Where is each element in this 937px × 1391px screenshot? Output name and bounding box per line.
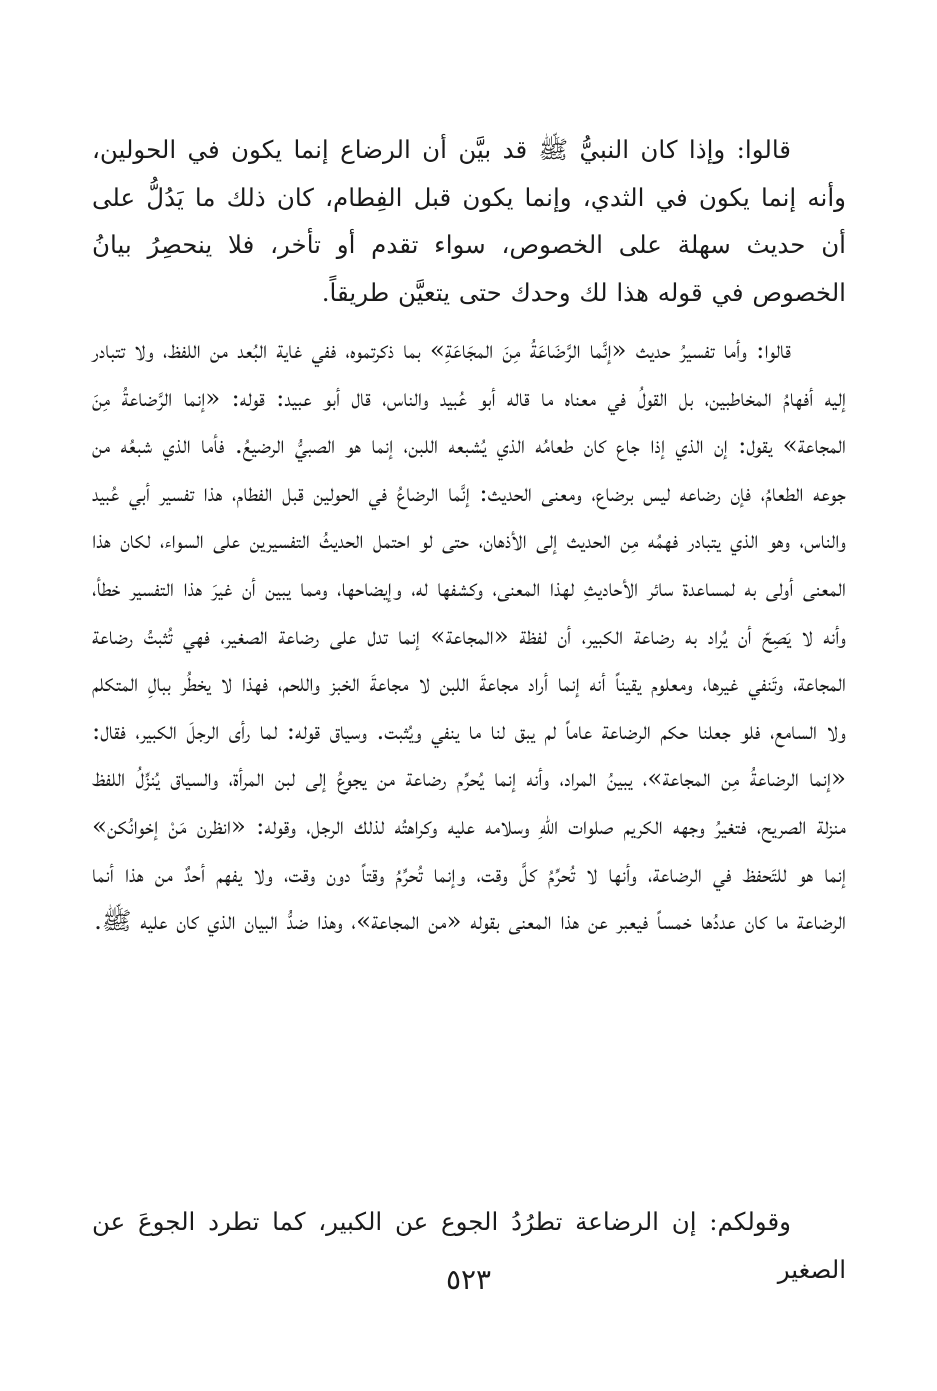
paragraph-2: قالوا: وأما تفسيرُ حديث «إنَّما الرَّضَاعَةُ مِنَ المجَاعَةِ» بما ذكرتموه، ففي غاية البُعد من اللفظ، ولا تتبادر إليه أفهامُ المخاطبين، بل القولُ في معناه ما قاله أبو عُبيد والناس، قال أبو عبيد: قوله: «إنما الرَّضاعةُ مِنَ المجاعة» يقول: إن الذي إذا جاع كان طعامُه الذي يُشبعه اللبن، إنما هو الصبيُّ الرضيعُ. فأما الذي شبعُه من جوعه الطعامُ، فإن رضاعه ليس برضاع، ومعنى الحديث: إنَّما الرضاعُ في الحولين قبل الفطام، هذا تفسير أبي عُبيد والناس، وهو الذي يتبادر فهمُه مِن الحديث إلى الأذهان، حتى لو احتمل الحديثُ التفسيرين على السواء، لكان هذا المعنى أولى به لمساعدة سائر الأحاديثِ لهذا المعنى، وكشفها له، وإيضاحها، ومما يبين أن غيرَ هذا التفسير خطأ، وأنه لا يَصِحّ أن يُراد به رضاعة الكبير، أن لفظة «المجاعة» إنما تدل على رضاعة الصغير، فهي تُثبتُ رضاعة المجاعة، وتَنفي غيرها، ومعلوم يقيناً أنه إنما أراد مجاعةَ اللبن لا مجاعةَ الخبز واللحم، فهذا لا يخطُر ببالِ المتكلم ولا السامع، فلو جعلنا حكم الرضاعة عاماً لم يبق لنا ما ينفي ويُثبت. وسياق قوله: لما رأى الرجلَ الكبير، فقال: «إنما الرضاعةُ مِن المجاعة»، يبينُ المراد، وأنه إنما يُحرِّم رضاعة من يجوعُ إلى لبن المرأة، والسياق يُنزِّلُ اللفظ منزلة الصريح، فتغيرُ وجهه الكريم صلوات اللهِ وسلامه عليه وكراهتُه لذلك الرجل، وقوله: «انظرن مَنْ إخوانُكن» إنما هو للتَحفظ في الرضاعة، وأنها لا تُحرِّمُ كلَّ وقت، وإنما تُحرِّمُ وقتاً دون وقت، ولا يفهم أحدٌ من هذا أنما الرضاعة ما كان عددُها خمساً فيعبر عن هذا المعنى بقوله «من المجاعة»، وهذا ضدُّ البيان الذي كان عليه ﷺ.	[92, 335, 846, 936]
paragraph-1: قالوا: وإذا كان النبيُّ ﷺ قد بيَّن أن الرضاع إنما يكون في الحولين، وأنه إنما يكون في الثدي، وإنما يكون قبل الفِطام، كان ذلك ما يَدُلُّ على أن حديث سهلة على الخصوص، سواء تقدم أو تأخر، فلا ينحصِرُ بيانُ الخصوص في قوله هذا لك وحدك حتى يتعيَّن طريقاً.	[92, 135, 846, 307]
page-number: ٥٢٣	[445, 1263, 492, 1296]
paragraph-3: وقولكم: إن الرضاعة تطرُدُ الجوع عن الكبير، كما تطرد الجوعَ عن الصغير	[92, 1207, 846, 1284]
